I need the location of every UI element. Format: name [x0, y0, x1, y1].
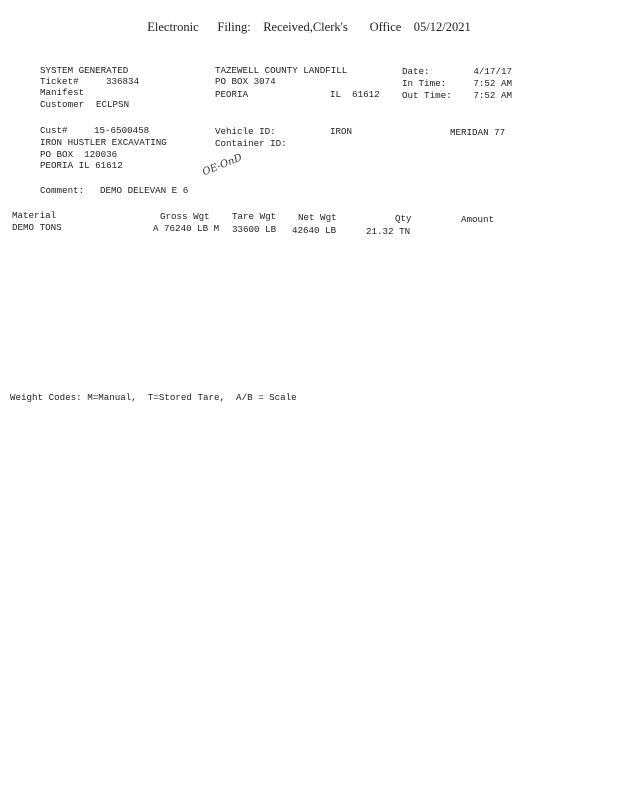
facility-state-zip: IL 61612: [330, 89, 380, 100]
facility-po-box: PO BOX 3074: [215, 76, 276, 87]
system-generated-label: SYSTEM GENERATED: [40, 65, 129, 76]
weight-codes-legend: Weight Codes: M=Manual, T=Stored Tare, A/B = Scale: [10, 392, 297, 403]
facility-name: TAZEWELL COUNTY LANDFILL: [215, 65, 348, 76]
operator-name: MERIDAN 77: [450, 127, 506, 138]
cust-number: 15-6500458: [94, 125, 150, 136]
customer-city: PEORIA IL 61612: [40, 160, 123, 171]
row-material: DEMO TONS: [12, 222, 62, 233]
in-time-label: In Time:: [402, 78, 447, 89]
row-net-weight: 42640 LB: [292, 225, 337, 236]
vehicle-label: Vehicle ID:: [215, 126, 276, 137]
vehicle-value: IRON: [330, 126, 353, 137]
in-time-value: 7:52 AM: [473, 78, 512, 89]
container-label: Container ID:: [215, 138, 287, 149]
out-time-label: Out Time:: [402, 90, 452, 101]
ticket-number: 336834: [106, 76, 140, 87]
gross-weight-header: Gross Wgt: [160, 211, 210, 222]
efiling-header: Electronic Filing: Received,Clerk's Office 05/12/2021: [147, 20, 471, 34]
customer-code: ECLPSN: [96, 99, 130, 110]
row-quantity: 21.32 TN: [366, 226, 411, 237]
quantity-header: Qty: [395, 213, 412, 224]
customer-name: IRON HUSTLER EXCAVATING: [40, 137, 167, 148]
row-tare-weight: 33600 LB: [232, 224, 277, 235]
row-gross-weight: A 76240 LB M: [153, 223, 220, 234]
manifest-label: Manifest: [40, 87, 85, 98]
comment-value: DEMO DELEVAN E 6: [100, 185, 189, 196]
tare-weight-header: Tare Wgt: [232, 211, 277, 222]
date-value: 4/17/17: [473, 66, 512, 77]
amount-header: Amount: [461, 214, 495, 225]
ticket-label: Ticket#: [40, 76, 79, 87]
net-weight-header: Net Wgt: [298, 212, 337, 223]
cust-label: Cust#: [40, 125, 68, 136]
customer-label: Customer: [40, 99, 85, 110]
facility-city: PEORIA: [215, 89, 249, 100]
date-label: Date:: [402, 66, 430, 77]
customer-po-box: PO BOX 120036: [40, 149, 118, 160]
material-header: Material: [12, 210, 57, 221]
handwritten-signature: OE-OnD: [201, 152, 244, 179]
out-time-value: 7:52 AM: [473, 90, 512, 101]
comment-label: Comment:: [40, 185, 85, 196]
